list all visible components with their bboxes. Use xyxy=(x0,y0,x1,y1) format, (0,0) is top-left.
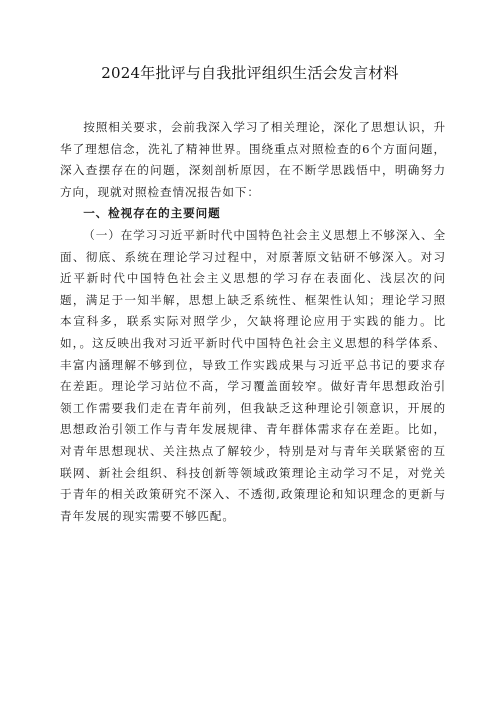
document-body xyxy=(60,117,446,527)
section-paragraph: （一）在学习习近平新时代中国特色社会主义思想上不够深入、全面、彻底、系统在理论学习过程中，对原著原文钻研不够深入。对习近平新时代中国特色社会主义思想的学习存在表面化、浅层次的问题，满足于一知半解，思想上缺乏系统性、框架性认知；理论学习照本宣科多，联系实际对照学少，欠缺将理论应用于实践的能力。比如，。这反映出我对习近平新时代中国特色社会主义思想的科学体系、丰富内涵理解不够到位，导致工作实践成果与习近平总书记的要求存在差距。理论学习站位不高，学习覆盖面较窄。做好青年思想政治引领工作需要我们走在青年前列，但我缺乏这种理论引领意识，开展的思想政治引领工作与青年发展规律、青年群体需求存在差距。比如，对青年思想现状、关注热点了解较少，特别是对与青年关联紧密的互联网、新社会组织、科技创新等领域政策理论主动学习不足，对党关于青年的相关政策研究不深入、不透彻,政策理论和知识理念的更新与青年发展的现实需要不够匹配。 xyxy=(60,227,446,523)
intro-paragraph: 按照相关要求，会前我深入学习了相关理论，深化了思想认识，升华了理想信念，洗礼了精神世界。围绕重点对照检查的6个方面问题，深入查摆存在的问题，深刻剖析原因，在不断学思践悟中，明确努力方向，现就对照检查情况报告如下： xyxy=(60,120,446,199)
document-title: 2024年批评与自我批评组织生活会发言材料 xyxy=(101,64,399,82)
section-heading: 一、检视存在的主要问题 xyxy=(83,206,221,221)
